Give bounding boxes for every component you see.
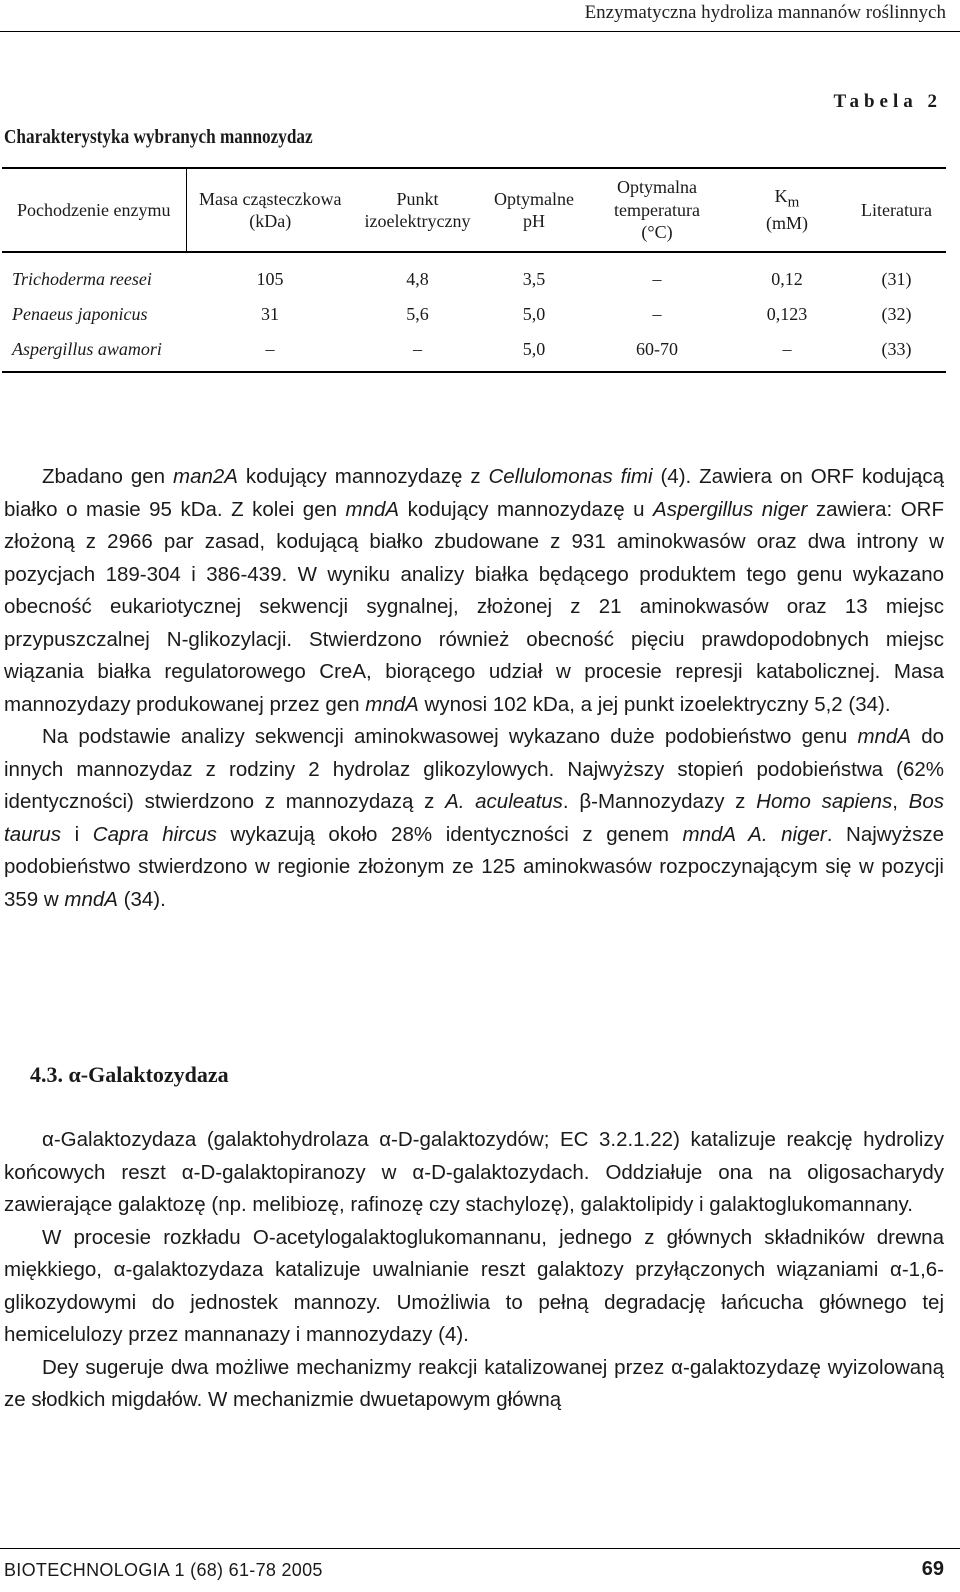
cell-organism: Trichoderma reesei xyxy=(12,269,152,289)
cell-mass: – xyxy=(186,332,354,372)
running-head: Enzymatyczna hydroliza mannanów roślinnych xyxy=(584,2,946,23)
header-literature: Literatura xyxy=(847,168,946,252)
cell-temp: – xyxy=(652,269,662,289)
cell-pi: – xyxy=(354,332,481,372)
cell-ph: 5,0 xyxy=(522,304,546,324)
header-ph: Optymalne pH xyxy=(481,168,587,252)
cell-pi: 4,8 xyxy=(406,269,429,289)
cell-literature: (33) xyxy=(847,332,946,372)
footer-rule xyxy=(0,1548,960,1549)
paragraph-dey: Dey sugeruje dwa możliwe mechanizmy reakcji katalizowanej przez α-galaktozydazę wyizolowaną ze słodkich migdałów. W mechanizmie dwuetapowym główną xyxy=(4,1355,944,1411)
header-pi: Punkt izoelektryczny xyxy=(354,168,481,252)
table-caption: Charakterystyka wybranych mannozydaz xyxy=(4,126,313,148)
header-mass: Masa cząsteczkowa (kDa) xyxy=(186,168,354,252)
paragraph-mnda: Zbadano gen man2A kodujący mannozydazę z Cellulomonas fimi (4). Zawiera on ORF kodującą białko o masie 95 kDa. Z kolei gen mndA kodujący mannozydazę u Aspergillus niger zawiera: ORF złożoną z 2966 par zasad, kodującą białko zbudowane z 931 aminokwasów oraz dwa introny w pozycjach 189-304 i 386-439. W wyniku analizy białka będącego produktem tego genu wykazano obecność eukariotycznej sekwencji sygnalnej, złożonej z 21 aminokwasów oraz 13 miejsc przypuszczalnej N-glikozylacji. Stwierdzono również obecność pięciu prawdopodobnych miejsc wiązania białka regulatorowego CreA, biorącego udział w procesie represji katabolicznej. Masa mannozydazy produkowanej przez gen mndA wynosi 102 kDa, a jej punkt izoelektryczny 5,2 (34). xyxy=(4,465,944,716)
cell-organism: Aspergillus awamori xyxy=(2,332,186,372)
table-row xyxy=(2,252,946,297)
cell-literature: (31) xyxy=(881,269,912,289)
header-rule xyxy=(0,31,960,32)
cell-ph: 3,5 xyxy=(522,269,546,289)
section-galactosidase-text xyxy=(4,1124,944,1417)
cell-literature: (32) xyxy=(881,304,912,324)
cell-organism: Penaeus japonicus xyxy=(12,304,148,324)
cell-mass: 105 xyxy=(256,269,284,289)
cell-km: – xyxy=(727,332,847,372)
header-temp: Optymalna temperatura (°C) xyxy=(587,168,727,252)
section-heading: 4.3. α-Galaktozydaza xyxy=(30,1062,229,1087)
cell-km: 0,123 xyxy=(766,304,808,324)
page-number: 69 xyxy=(921,1558,944,1580)
journal-citation: BIOTECHNOLOGIA 1 (68) 61-78 2005 xyxy=(4,1560,323,1580)
cell-ph: 5,0 xyxy=(481,332,587,372)
mannosidase-table xyxy=(2,167,946,373)
cell-km: 0,12 xyxy=(771,269,803,289)
paragraph-galactosidase-def: α-Galaktozydaza (galaktohydrolaza α-D-galaktozydów; EC 3.2.1.22) katalizuje reakcję hydrolizy końcowych reszt α-D-galaktopiranozy w α-D-galaktozydach. Oddziałuje ona na oligosacharydy zawierające galaktozę (np. melibiozę, rafinozę czy stachylozę), galaktolipidy i galaktoglukomannany. xyxy=(4,1128,944,1216)
table-row xyxy=(2,332,946,372)
paragraph-galactosidase-role: W procesie rozkładu O-acetylogalaktoglukomannanu, jednego z głównych składników drewna miękkiego, α-galaktozydaza katalizuje uwalnianie reszt galaktozy przyłączonych wiązaniami α-1,6-glikozydowymi do jednostek mannozy. Umożliwia to pełną degradację łańcucha głównego tej hemicelulozy przez mannanazy i mannozydazy (4). xyxy=(4,1225,944,1346)
header-source: Pochodzenie enzymu xyxy=(2,168,186,252)
table-row xyxy=(2,297,946,332)
header-km: $K_m$ (mM) xyxy=(727,168,847,252)
cell-temp: 60-70 xyxy=(587,332,727,372)
cell-pi: 5,6 xyxy=(406,304,429,324)
paragraph-similarity: Na podstawie analizy sekwencji aminokwasowej wykazano duże podobieństwo genu mndA do innych mannozydaz z rodziny 2 hydrolaz glikozylowych. Najwyższy stopień podobieństwa (62% identyczności) stwierdzono z mannozydazą z A. aculeatus. β-Mannozydazy z Homo sapiens, Bos taurus i Capra hircus wykazują około 28% identyczności z genem mndA A. niger. Najwyższe podobieństwo stwierdzono w regionie złożonym ze 125 aminokwasów rozpoczynającym się w pozycji 359 w mndA (34). xyxy=(4,725,945,911)
cell-mass: 31 xyxy=(261,304,279,324)
section-mannosidase-text xyxy=(4,461,944,916)
table-header-row xyxy=(2,168,946,252)
table-label: Tabela 2 xyxy=(833,91,942,112)
cell-temp: – xyxy=(652,304,662,324)
